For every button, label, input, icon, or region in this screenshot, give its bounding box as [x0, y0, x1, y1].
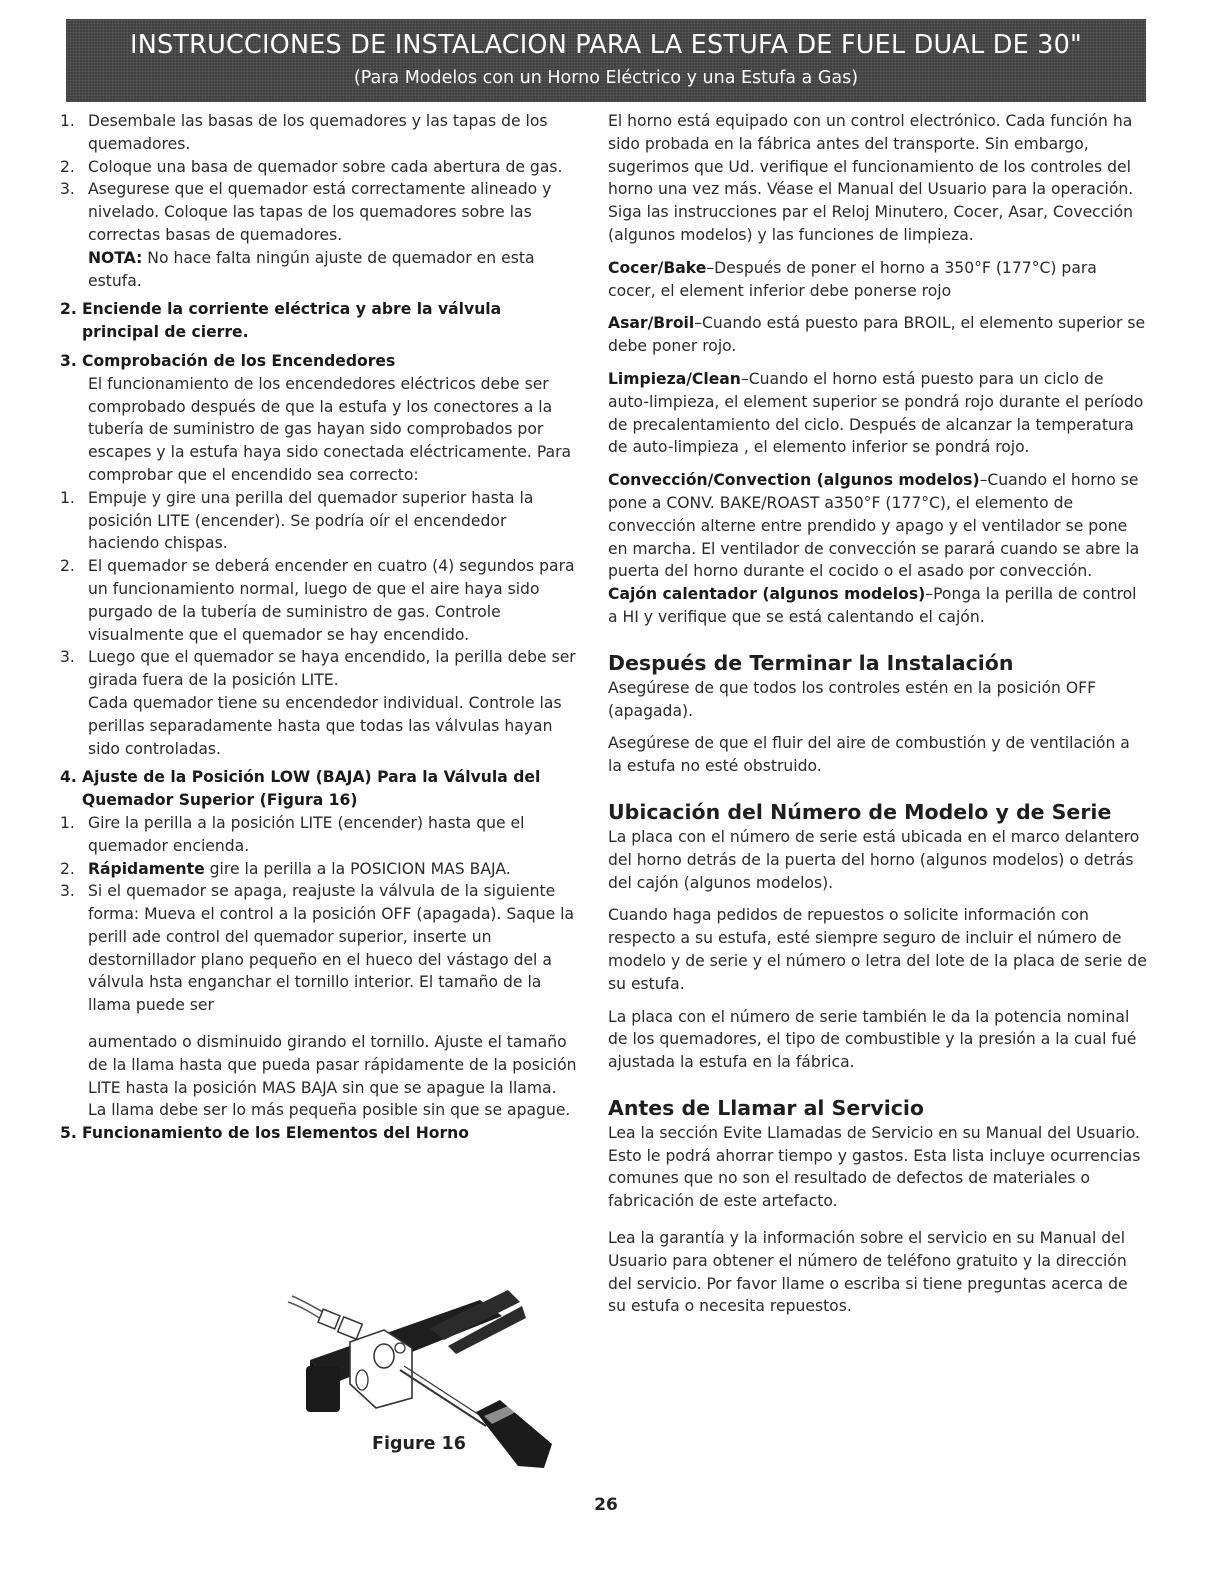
paragraph: La placa con el número de serie está ubicada en el marco delantero del horno detrás de la puerta del horno (algunos modelos) o detrás del cajón (algunos modelos). — [608, 827, 1140, 892]
paragraph: Limpieza/Clean–Cuando el horno está puesto para un ciclo de auto-limpieza, el element superior se pondrá rojo durante el período de precalentamiento del ciclo. Después de alcanzar la temperatura de auto-limpieza , el elemento inferior se pondrá rojo. — [608, 369, 1144, 457]
list-item: 1. Gire la perilla a la posición LITE (encender) hasta que el quemador encienda. — [60, 813, 525, 855]
broil-label: Asar/Broil — [608, 314, 695, 333]
paragraph: Asegúrese de que el fluir del aire de combustión y de ventilación a la estufa no esté obstruido. — [608, 734, 1130, 776]
section-heading: 2. Enciende la corriente eléctrica y abre la válvula principal de cierre. — [60, 300, 502, 342]
paragraph: Cocer/Bake–Después de poner el horno a 350°F (177°C) para cocer, el element inferior debe ponerse rojo — [608, 258, 1097, 300]
list-item: 1. Empuje y gire una perilla del quemador superior hasta la posición LITE (encender). Se podría oír el encendedor haciendo chispas. — [60, 488, 534, 553]
convection-label: Convección/Convection (algunos modelos) — [608, 471, 980, 490]
section-heading: 3. Comprobación de los Encendedores — [60, 351, 396, 370]
list-item: 1. Desembale las basas de los quemadores y las tapas de los quemadores. — [60, 112, 548, 153]
heading-model-serial: Ubicación del Número de Modelo y de Serie — [608, 799, 1112, 824]
section-heading: 5. Funcionamiento de los Elementos del Horno — [60, 1124, 469, 1143]
banner-subtitle: (Para Modelos con un Horno Eléctrico y una Estufa a Gas) — [353, 68, 859, 88]
paragraph: Cada quemador tiene su encendedor individual. Controle las perillas separadamente hasta que todas las válvulas hayan sido controladas. — [88, 693, 562, 758]
paragraph: Convección/Convection (algunos modelos)–Cuando el horno se pone a CONV. BAKE/ROAST a350°F (177°C), el elemento de convección alterne entre prendido y apago y el ventilador se pone en marcha. El ventilador de convección se parará cuando se abre la puerta del horno durante el cocido o el asado por convección. — [608, 471, 1140, 581]
list-item: 3. Asegurese que el quemador está correctamente alineado y nivelado. Coloque las tapas de los quemadores sobre las correctas basas de quemadores. — [60, 180, 552, 244]
paragraph: Lea la garantía y la información sobre el servicio en su Manual del Usuario para obtener el número de teléfono gratuito y la dirección del servicio. Por favor llame o escriba si tiene preguntas acerca de su estufa o necesita repuestos. — [608, 1229, 1128, 1316]
section-heading: 4. Ajuste de la Posición LOW (BAJA) Para la Válvula del Quemador Superior (Figura 16) — [60, 768, 541, 810]
heading-before-service: Antes de Llamar al Servicio — [608, 1095, 925, 1120]
note — [60, 247, 578, 293]
list-item: 2. Coloque una basa de quemador sobre cada abertura de gas. — [60, 157, 563, 176]
note-label: NOTA: — [88, 248, 143, 267]
list-item: 2. Rápidamente gire la perilla a la POSICION MAS BAJA. — [60, 859, 511, 878]
page-number: 26 — [594, 1495, 618, 1515]
paragraph: Asegúrese de que todos los controles estén en la posición OFF (apagada). — [608, 678, 1097, 720]
bake-label: Cocer/Bake — [608, 258, 707, 277]
paragraph: El horno está equipado con un control electrónico. Cada función ha sido probada en la fábrica antes del transporte. Sin embargo, sugerimos que Ud. verifique el funcionamiento de los controles del horno una vez más. Véase el Manual del Usuario para la operación. Siga las instrucciones par el Reloj Minutero, Cocer, Asar, Covección (algunos modelos) y las funciones de limpieza. — [608, 112, 1134, 244]
note-text: No hace falta ningún ajuste de quemador en esta estufa. — [88, 248, 535, 290]
right-column — [608, 110, 1148, 1318]
paragraph: Cajón calentador (algunos modelos)–Ponga la perilla de control a HI y verifique que se está calentando el cajón. — [608, 585, 1137, 626]
paragraph: Cuando haga pedidos de repuestos o solicite información con respecto a su estufa, esté siempre seguro de incluir el número de modelo y de serie y el número o letra del lote de la placa de serie de su estufa. — [608, 906, 1147, 993]
list-item: 2. El quemador se deberá encender en cuatro (4) segundos para un funcionamiento normal, luego de que el aire haya sido purgado de la tubería de suministro de gas. Controle visualmente que el quemador se hay encendido. — [60, 557, 575, 644]
title-banner — [66, 19, 1146, 102]
left-column — [60, 110, 578, 1145]
paragraph: Lea la sección Evite Llamadas de Servicio en su Manual del Usuario. Esto le podrá ahorrar tiempo y gastos. Esta lista incluye ocurrencias comunes que no son el resultado de defectos de materiales o fabricación de este artefacto. — [608, 1123, 1141, 1211]
paragraph: La placa con el número de serie también le da la potencia nominal de los quemadores, el tipo de combustible y la presión a la cual fué ajustada la estufa en la fábrica. — [608, 1007, 1137, 1072]
list-item: 3. Luego que el quemador se haya encendido, la perilla debe ser girada fuera de la posición LITE. — [60, 648, 576, 690]
banner-title: INSTRUCCIONES DE INSTALACION PARA LA ESTUFA DE FUEL DUAL DE 30" — [130, 30, 1082, 60]
paragraph: Asar/Broil–Cuando está puesto para BROIL, el elemento superior se debe poner rojo. — [608, 314, 1146, 356]
clean-label: Limpieza/Clean — [608, 369, 741, 388]
drawer-label: Cajón calentador (algunos modelos) — [608, 585, 926, 604]
paragraph: aumentado o disminuido girando el tornillo. Ajuste el tamaño de la llama hasta que pueda pasar rápidamente de la posición LITE hasta la posición MAS BAJA sin que se apague la llama. La llama debe ser lo más pequeña posible sin que se apague. — [88, 1033, 577, 1120]
list-item: 3. Si el quemador se apaga, reajuste la válvula de la siguiente forma: Mueva el control a la posición OFF (apagada). Saque la perill ade control del quemador superior, inserte un destornillador plano pequeño en el hueco del vástago del a válvula hsta enganchar el tornillo interior. El tamaño de la llama puede ser — [60, 882, 575, 1015]
paragraph: El funcionamiento de los encendedores eléctricos debe ser comprobado después de que la estufa y los conectores a la tubería de suministro de gas hayan sido comprobados por escapes y la estufa haya sido conectada eléctricamente. Para comprobar que el encendido sea correcto: — [88, 374, 572, 484]
heading-after-installation: Después de Terminar la Instalación — [608, 650, 1014, 675]
figure-caption: Figure 16 — [372, 1434, 466, 1454]
